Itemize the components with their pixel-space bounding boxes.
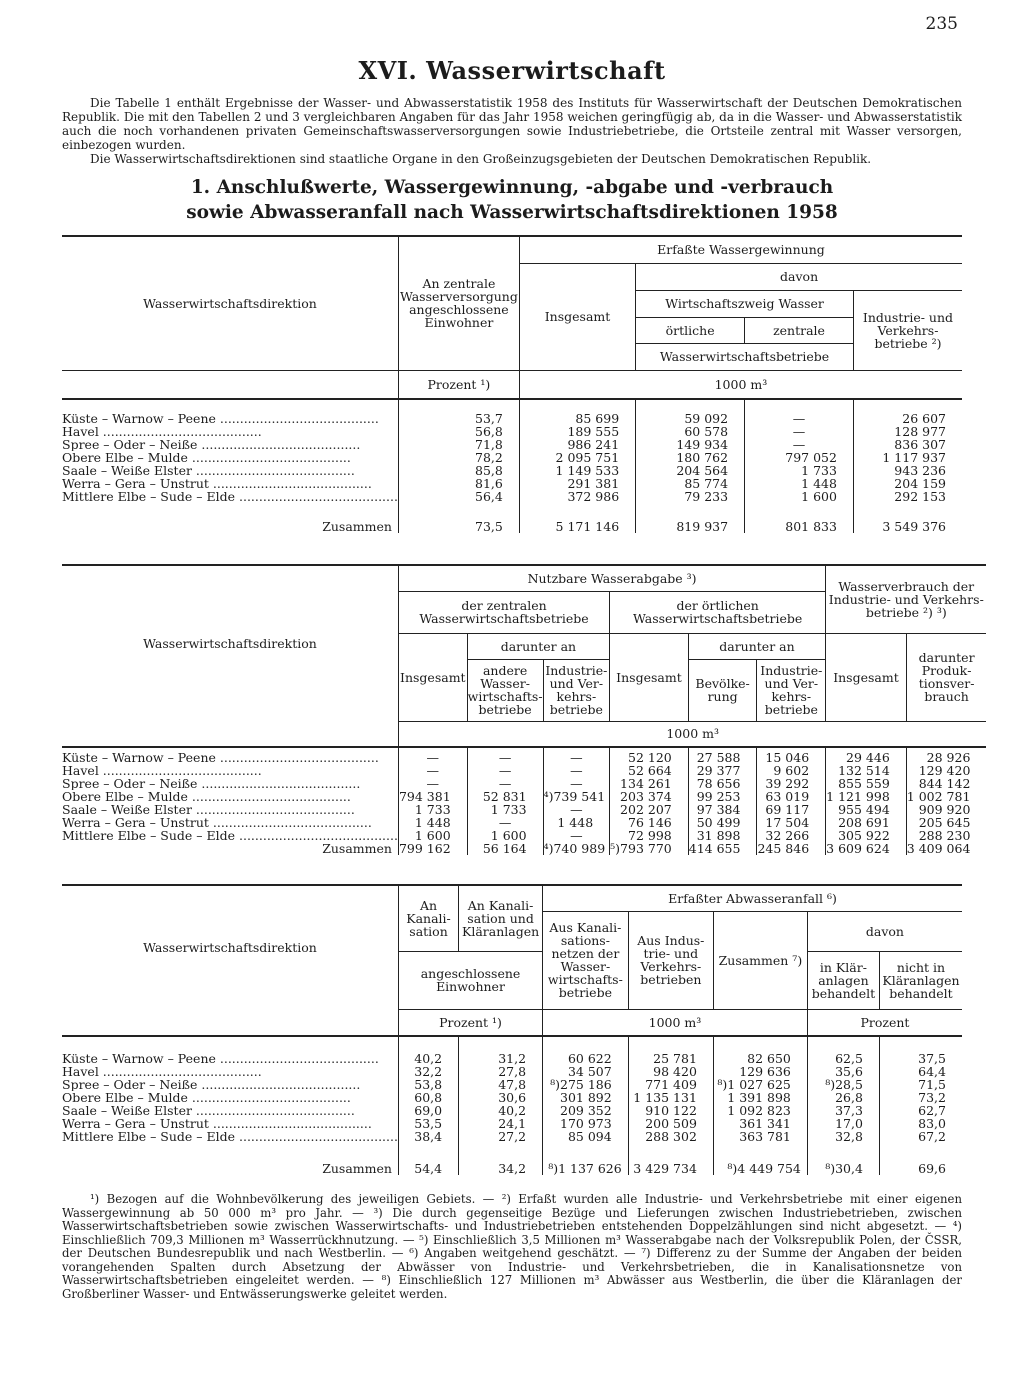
unit-1000m3: 1000 m³ [543,1009,808,1036]
cell: 855 559 [826,777,907,790]
table-abwasser [62,884,962,1175]
cell: 37,5 [879,1052,962,1065]
cell: — [543,777,610,790]
header-aus-industrie: Aus Industrie- und Verkehrsbetrieben [628,911,713,1009]
row-label: Havel ........................................ [62,1065,262,1078]
cell: 53,5 [398,1117,458,1130]
header-wirtschaftszweig: Wirtschaftszweig Wasser [636,290,854,317]
cell: 30,6 [459,1091,543,1104]
header-behandelt: in Kläranlagen behandelt [807,951,879,1009]
cell: — [467,816,543,829]
cell: 56,8 [398,425,519,438]
cell: 986 241 [519,438,635,451]
cell: 26 607 [853,412,962,425]
header-insgesamt: Insgesamt [519,263,635,370]
cell: 910 122 [628,1104,713,1117]
cell: 1 002 781 [906,790,986,803]
cell: — [543,764,610,777]
cell: 27 588 [688,751,757,764]
cell: 1 600 [398,829,467,842]
cell: 204 564 [636,464,745,477]
cell: 60 622 [543,1052,629,1065]
cell: 132 514 [826,764,907,777]
cell: 200 509 [628,1117,713,1130]
cell: 2 095 751 [519,451,635,464]
cell: 128 977 [853,425,962,438]
cell: 73,2 [879,1091,962,1104]
cell: 85,8 [398,464,519,477]
cell: 63 019 [757,790,826,803]
total-row [62,1143,962,1175]
cell: 52 120 [610,751,689,764]
cell: — [467,764,543,777]
cell: — [543,803,610,816]
cell: — [467,777,543,790]
total-cell: 819 937 [636,503,745,533]
unit-prozent: Prozent ¹) [398,370,519,399]
cell: — [543,751,610,764]
footnotes [62,1193,962,1301]
row-label: Obere Elbe – Mulde ........................................ [62,1091,351,1104]
total-cell: 245 846 [757,842,826,855]
total-cell: 414 655 [688,842,757,855]
cell: 1 391 898 [713,1091,807,1104]
total-row [62,503,962,533]
cell: 1 448 [543,816,610,829]
row-label: Havel ........................................ [62,425,262,438]
intro-paragraph-2: Die Wasserwirtschaftsdirektionen sind staatliche Organe in den Großeinzugsgebieten der Deutschen Demokratischen Republik. [90,152,872,166]
header-zentrale: zentrale [745,317,854,343]
table-row [62,425,962,438]
chapter-title: XVI. Wasserwirtschaft [358,56,666,85]
cell: ⁸)275 186 [543,1078,629,1091]
cell: — [398,751,467,764]
header-aus-kanalisation: Aus Kanalisationsnetzen der Wasserwirtschaftsbetriebe [543,911,629,1009]
cell: 1 135 131 [628,1091,713,1104]
table-title [0,175,1024,225]
row-label: Havel ........................................ [62,764,262,777]
table-wassergewinnung [62,235,962,533]
header-oertlichen: der örtlichen Wasserwirtschaftsbetriebe [610,591,826,633]
row-label: Küste – Warnow – Peene ........................................ [62,1052,379,1065]
cell: 27,8 [459,1065,543,1078]
cell: 372 986 [519,490,635,503]
table-row [62,1130,962,1143]
row-label: Saale – Weiße Elster ........................................ [62,1104,355,1117]
cell: 38,4 [398,1130,458,1143]
cell: 78 656 [688,777,757,790]
row-label: Mittlere Elbe – Sude – Elde ........................................ [62,1130,398,1143]
cell: 149 934 [636,438,745,451]
cell: 361 341 [713,1117,807,1130]
table-row [62,490,962,503]
cell: 301 892 [543,1091,629,1104]
cell: 363 781 [713,1130,807,1143]
cell: 844 142 [906,777,986,790]
header-darunter-produktion: darunter Produktionsverbrauch [906,633,986,721]
header-direktion: Wasserwirtschaftsdirektion [62,236,398,370]
cell: 288 302 [628,1130,713,1143]
cell: 40,2 [398,1052,458,1065]
total-cell: 73,5 [398,503,519,533]
cell: 35,6 [807,1065,879,1078]
cell: 31 898 [688,829,757,842]
cell: 67,2 [879,1130,962,1143]
header-wwb: Wasserwirtschaftsbetriebe [636,343,854,370]
row-label: Saale – Weiße Elster ........................................ [62,464,355,477]
cell: 1 149 533 [519,464,635,477]
cell: 1 733 [398,803,467,816]
header-kanalisation: An Kanalisation [398,885,458,951]
cell: 56,4 [398,490,519,503]
row-label: Spree – Oder – Neiße ........................................ [62,438,361,451]
cell: 81,6 [398,477,519,490]
cell: 1 448 [745,477,854,490]
header-klaeranlagen: An Kanalisation und Kläranlagen [459,885,543,951]
cell: 32 266 [757,829,826,842]
unit-1000m3: 1000 m³ [519,370,962,399]
cell: — [745,438,854,451]
footnotes-text: ¹) Bezogen auf die Wohnbevölkerung des jeweiligen Gebiets. — ²) Erfaßt wurden alle Industrie- und Verkehrsbetriebe mit einer eigenen Wassergewinnung ab 50 000 m³ pro Jahr. — ³) Die durch gegenseitige Bezüge und Lieferungen zwischen Industriebetrieben, zwischen Wasserwirtschaftsbetrieben sowie zwischen Wasserwirtschafts- und Industriebetrieben entstehenden Doppelzählungen sind nicht abgesetzt. — ⁴) Einschließlich 709,3 Millionen m³ Wasserrückhnutzung. — ⁵) Einschließlich 3,5 Millionen m³ Wasserabgabe nach der Volksrepublik Polen, der ČSSR, der Deutschen Bundesrepublik und nach Westberlin. — ⁶) Angaben weitgehend geschätzt. — ⁷) Differenz zu der Summe der Angaben der beiden vorangehenden Spalten durch Absetzung der Abwässer von Industrie- und Verkehrsbetrieben, die in Kanalisationsnetze von Wasserwirtschaftsbetrieben eingeleitet werden. — ⁸) Einschließlich 127 Millionen m³ Abwässer aus Westberlin, die über die Kläranlagen der Großberliner Wasser- und Entwässerungswerke geleitet werden. [62,1192,962,1301]
cell: 85 094 [543,1130,629,1143]
total-cell: 3 429 734 [628,1143,713,1175]
cell: 85 699 [519,412,635,425]
total-label: Zusammen [322,519,392,534]
cell: 205 645 [906,816,986,829]
cell: — [543,829,610,842]
table-title-line-1: 1. Anschlußwerte, Wassergewinnung, -abgabe und -verbrauch [190,177,834,198]
header-nutzbare: Nutzbare Wasserabgabe ³) [398,565,825,591]
total-cell: 3 549 376 [853,503,962,533]
total-cell: ⁸)30,4 [807,1143,879,1175]
cell: ⁸)28,5 [807,1078,879,1091]
cell: 27,2 [459,1130,543,1143]
cell: 24,1 [459,1117,543,1130]
cell: 305 922 [826,829,907,842]
header-industrie: Industrie- und Verkehrsbetriebe [543,659,610,721]
cell: 180 762 [636,451,745,464]
cell: 9 602 [757,764,826,777]
cell: 25 781 [628,1052,713,1065]
cell: 52 664 [610,764,689,777]
table-title-line-2: sowie Abwasseranfall nach Wasserwirtschaftsdirektionen 1958 [186,202,838,223]
cell: 59 092 [636,412,745,425]
total-cell: 56 164 [467,842,543,855]
cell: 60 578 [636,425,745,438]
row-label: Werra – Gera – Unstrut ........................................ [62,477,372,490]
cell: 29 377 [688,764,757,777]
cell: 28 926 [906,751,986,764]
header-erfasster: Erfaßter Abwasseranfall ⁶) [543,885,962,911]
cell: 15 046 [757,751,826,764]
total-cell: ⁸)1 137 626 [543,1143,629,1175]
row-label: Werra – Gera – Unstrut ........................................ [62,816,372,829]
cell: 60,8 [398,1091,458,1104]
cell: 69,0 [398,1104,458,1117]
total-cell: 34,2 [459,1143,543,1175]
cell: 204 159 [853,477,962,490]
cell: 943 236 [853,464,962,477]
cell: 1 092 823 [713,1104,807,1117]
header-insgesamt: Insgesamt [610,633,689,721]
header-zentralen: der zentralen Wasserwirtschaftsbetriebe [398,591,609,633]
cell: 794 381 [398,790,467,803]
total-cell: 54,4 [398,1143,458,1175]
header-zusammen: Zusammen ⁷) [713,911,807,1009]
cell: 53,8 [398,1078,458,1091]
cell: — [467,751,543,764]
cell: 129 636 [713,1065,807,1078]
cell: 1 117 937 [853,451,962,464]
row-label: Werra – Gera – Unstrut ........................................ [62,1117,372,1130]
row-label: Mittlere Elbe – Sude – Elde ........................................ [62,490,398,503]
cell: 170 973 [543,1117,629,1130]
cell: 99 253 [688,790,757,803]
cell: 797 052 [745,451,854,464]
cell: 71,8 [398,438,519,451]
total-cell: 5 171 146 [519,503,635,533]
cell: 129 420 [906,764,986,777]
cell: 1 121 998 [826,790,907,803]
cell: — [745,425,854,438]
row-label: Saale – Weiße Elster ........................................ [62,803,355,816]
row-label: Spree – Oder – Neiße ........................................ [62,1078,361,1091]
cell: 202 207 [610,803,689,816]
intro-paragraph-1: Die Tabelle 1 enthält Ergebnisse der Wasser- und Abwasserstatistik 1958 des Instituts für Wasserwirtschaft der Deutschen Demokratischen Republik. Die mit den Tabellen 2 und 3 vergleichbaren Angaben für das Jahr 1958 weichen geringfügig ab, da in die Wasser- und Abwasserstatistik auch die noch vorhandenen privaten Gemeinschaftswasserversorgungen sowie Industriebetriebe, die Ortsteile zentral mit Wasser versorgen, einbezogen wurden. [62,96,962,152]
header-angeschlossene: angeschlossene Einwohner [398,951,542,1009]
cell: ⁸)1 027 625 [713,1078,807,1091]
cell: 53,7 [398,412,519,425]
cell: 64,4 [879,1065,962,1078]
intro-text [62,96,962,166]
cell: 17 504 [757,816,826,829]
header-industrie: Industrie- und Verkehrsbetriebe ²) [853,290,962,370]
cell: ⁴)739 541 [543,790,610,803]
header-darunter: darunter an [688,633,825,659]
cell: 189 555 [519,425,635,438]
total-cell: 69,6 [879,1143,962,1175]
unit-prozent-2: Prozent [807,1009,962,1036]
header-industrie: Industrie- und Verkehrsbetriebe [757,659,826,721]
header-direktion: Wasserwirtschaftsdirektion [62,565,398,721]
cell: 31,2 [459,1052,543,1065]
header-oertliche: örtliche [636,317,745,343]
cell: 771 409 [628,1078,713,1091]
cell: — [398,777,467,790]
table-row [62,412,962,425]
cell: 1 600 [467,829,543,842]
header-bevoelkerung: Bevölkerung [688,659,757,721]
unit-prozent: Prozent ¹) [398,1009,542,1036]
cell: 29 446 [826,751,907,764]
cell: 134 261 [610,777,689,790]
cell: 836 307 [853,438,962,451]
cell: 47,8 [459,1078,543,1091]
cell: 208 691 [826,816,907,829]
cell: 78,2 [398,451,519,464]
cell: 52 831 [467,790,543,803]
cell: 62,7 [879,1104,962,1117]
cell: 291 381 [519,477,635,490]
header-insgesamt: Insgesamt [398,633,467,721]
cell: 50 499 [688,816,757,829]
cell: 1 600 [745,490,854,503]
header-davon: davon [636,263,962,290]
cell: 62,5 [807,1052,879,1065]
cell: 32,8 [807,1130,879,1143]
cell: 288 230 [906,829,986,842]
row-label: Obere Elbe – Mulde ........................................ [62,451,351,464]
total-cell: 799 162 [398,842,467,855]
header-darunter: darunter an [467,633,610,659]
total-cell: ⁸)4 449 754 [713,1143,807,1175]
header-verbrauch: Wasserverbrauch der Industrie- und Verkehrsbetriebe ²) ³) [826,565,987,633]
total-cell: ⁵)793 770 [610,842,689,855]
total-cell: 3 409 064 [906,842,986,855]
total-row [62,842,986,855]
cell: 909 920 [906,803,986,816]
cell: 79 233 [636,490,745,503]
row-label: Küste – Warnow – Peene ........................................ [62,751,379,764]
total-label: Zusammen [322,841,392,856]
cell: 83,0 [879,1117,962,1130]
cell: 292 153 [853,490,962,503]
unit-1000m3: 1000 m³ [398,721,986,747]
cell: — [745,412,854,425]
cell: 26,8 [807,1091,879,1104]
cell: 955 494 [826,803,907,816]
total-cell: ⁴)740 989 [543,842,610,855]
cell: 39 292 [757,777,826,790]
cell: 71,5 [879,1078,962,1091]
row-label: Spree – Oder – Neiße ........................................ [62,777,361,790]
row-label: Obere Elbe – Mulde ........................................ [62,790,351,803]
cell: 34 507 [543,1065,629,1078]
row-label: Küste – Warnow – Peene ........................................ [62,412,379,425]
cell: 32,2 [398,1065,458,1078]
cell: 1 733 [745,464,854,477]
page-number: 235 [925,14,958,34]
header-insgesamt: Insgesamt [826,633,907,721]
cell: — [398,764,467,777]
header-direktion: Wasserwirtschaftsdirektion [62,885,398,1009]
header-einwohner: An zentrale Wasserversorgung angeschlossene Einwohner [398,236,519,370]
cell: 72 998 [610,829,689,842]
header-andere: andere Wasserwirtschaftsbetriebe [467,659,543,721]
total-cell: 801 833 [745,503,854,533]
header-davon: davon [807,911,962,951]
cell: 97 384 [688,803,757,816]
cell: 1 733 [467,803,543,816]
total-cell: 3 609 624 [826,842,907,855]
cell: 82 650 [713,1052,807,1065]
cell: 17,0 [807,1117,879,1130]
cell: 209 352 [543,1104,629,1117]
table-wasserabgabe [62,564,986,855]
row-label: Mittlere Elbe – Sude – Elde ........................................ [62,829,398,842]
header-nicht-behandelt: nicht in Kläranlagen behandelt [879,951,962,1009]
header-erfasste: Erfaßte Wassergewinnung [519,236,962,263]
cell: 37,3 [807,1104,879,1117]
cell: 85 774 [636,477,745,490]
cell: 76 146 [610,816,689,829]
cell: 1 448 [398,816,467,829]
cell: 40,2 [459,1104,543,1117]
cell: 98 420 [628,1065,713,1078]
total-label: Zusammen [322,1161,392,1176]
cell: 69 117 [757,803,826,816]
cell: 203 374 [610,790,689,803]
